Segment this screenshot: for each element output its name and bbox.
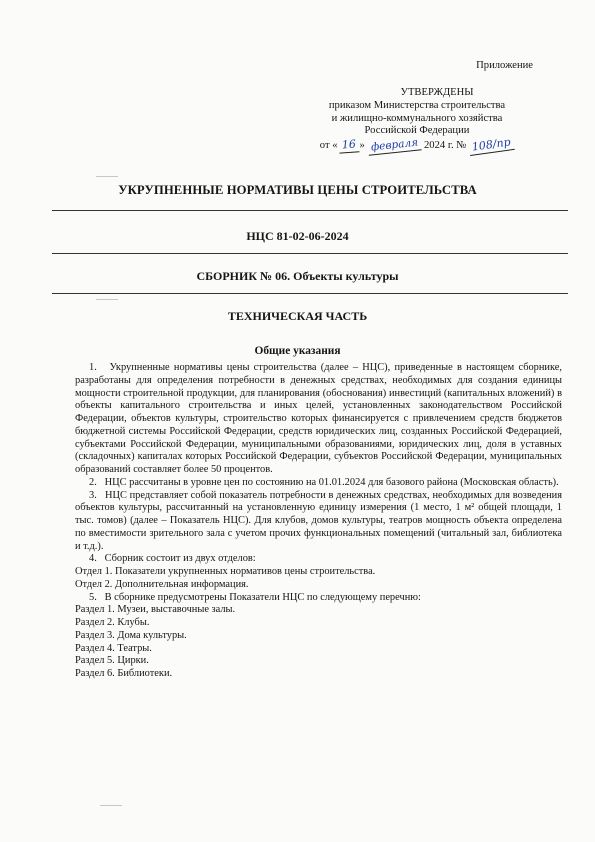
section-list-item: Раздел 3. Дома культуры. [75, 629, 187, 641]
handwritten-month: февраля [367, 136, 421, 155]
date-quote: » [359, 139, 365, 151]
divider-line [52, 293, 568, 294]
subsection-heading: Общие указания [254, 345, 341, 357]
order-date-line [287, 135, 547, 154]
order-line: приказом Министерства строительства [328, 100, 506, 112]
department-item: Отдел 1. Показатели укрупненных нормативов цены строительства. [75, 566, 376, 577]
paragraph-5: 5. В сборнике предусмотрены Показатели НЦС по следующему перечню: [89, 591, 421, 603]
document-title: УКРУПНЕННЫЕ НОРМАТИВЫ ЦЕНЫ СТРОИТЕЛЬСТВА [118, 183, 477, 197]
date-prefix: от « [319, 139, 338, 151]
section-list-item: Раздел 5. Цирки. [75, 655, 149, 667]
date-year: 2024 г. № [423, 139, 467, 151]
approved-label: УТВЕРЖДЕНЫ [400, 86, 474, 98]
handwritten-day: 16 [338, 138, 359, 153]
approval-block [287, 60, 547, 153]
scan-artifact [100, 805, 122, 806]
section-list-item: Раздел 1. Музеи, выставочные залы. [75, 604, 236, 616]
department-item: Отдел 2. Дополнительная информация. [75, 578, 249, 590]
standard-code: НЦС 81-02-06-2024 [246, 229, 349, 243]
collection-title: СБОРНИК № 06. Объекты культуры [196, 269, 399, 283]
divider-line [52, 253, 568, 254]
scan-artifact [96, 176, 118, 177]
order-line: и жилищно-коммунального хозяйства [331, 112, 503, 124]
section-list-item: Раздел 2. Клубы. [75, 617, 150, 628]
paragraph-1: 1. Укрупненные нормативы цены строительства (далее – НЦС), приведенные в настоящем сборнике, разработаны для определения потребности в денежных средствах, необходимых для создания единицы мощности строительной продукции, для планирования (обоснования) инвестиций (капитальных вложений) в объекты капитального строительства и иных целей, установленных законодательством Российской Федерации, объектов культуры, строительство которых финансируется с привлечением средств бюджетов бюджетной системы Российской Федерации, средств юридических лиц, созданных Российской Федерацией, субъектами Российской Федерации, муниципальными образованиями, юридических лиц, доля в уставных (складочных) капиталах которых Российской Федерации, субъектов Российской Федерации, муниципальных образований составляет более 50 процентов. [75, 362, 562, 475]
appendix-label: Приложение [476, 60, 533, 71]
section-list-item: Раздел 6. Библиотеки. [75, 668, 173, 679]
paragraph-4: 4. Сборник состоит из двух отделов: [89, 553, 256, 565]
section-heading: ТЕХНИЧЕСКАЯ ЧАСТЬ [227, 309, 368, 323]
order-line: Российской Федерации [364, 125, 470, 137]
handwritten-order-number: 108/пр [469, 136, 515, 156]
paragraph-2: 2. НЦС рассчитаны в уровне цен по состоянию на 01.01.2024 для базового района (Московская область). [89, 476, 559, 488]
divider-line [52, 210, 568, 211]
section-list-item: Раздел 4. Театры. [75, 642, 152, 654]
scan-artifact [96, 299, 118, 300]
document-body [75, 362, 562, 681]
paragraph-3: 3. НЦС представляет собой показатель потребности в денежных средствах, необходимых для возведения объектов культуры, рассчитанный на установленную единицу измерения (1 место, 1 м² общей площади, 1 тыс. томов) (далее – Показатель НЦС). Для клубов, домов культуры, театров мощность объекта определена по вместимости зрительного зала с учетом прочих функциональных помещений (читальный зал, библиотека и т.д.). [75, 489, 562, 552]
